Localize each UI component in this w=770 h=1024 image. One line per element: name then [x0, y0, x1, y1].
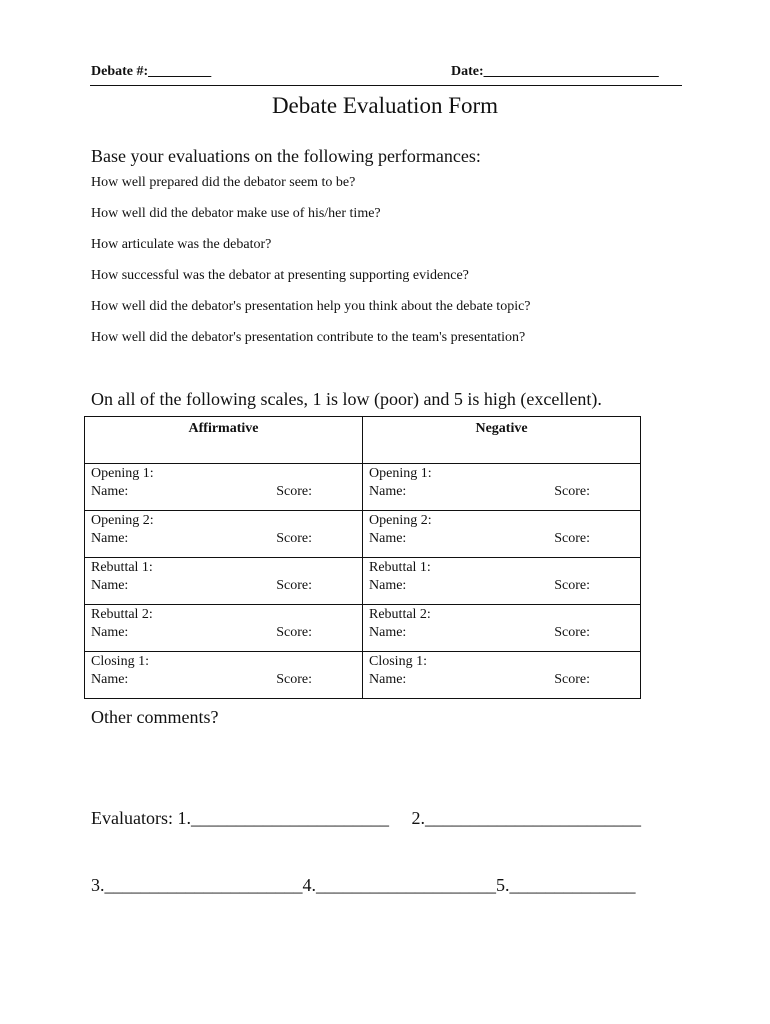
negative-cell[interactable] — [363, 605, 641, 652]
speaker-role: Closing 1: — [369, 654, 427, 669]
question-1: How well prepared did the debator seem to be? — [91, 175, 356, 190]
speaker-role: Opening 2: — [369, 513, 432, 528]
score-label: Score: — [554, 672, 590, 687]
negative-header: Negative — [363, 417, 641, 464]
name-label: Name: — [91, 531, 129, 546]
name-label: Name: — [369, 625, 407, 640]
speaker-role: Opening 1: — [91, 466, 154, 481]
name-label: Name: — [369, 531, 407, 546]
name-label: Name: — [369, 484, 407, 499]
score-label: Score: — [554, 578, 590, 593]
affirmative-cell[interactable] — [85, 558, 363, 605]
speaker-role: Closing 1: — [91, 654, 149, 669]
score-label: Score: — [554, 484, 590, 499]
debate-number-field[interactable] — [91, 64, 211, 80]
scale-note: On all of the following scales, 1 is low (poor) and 5 is high (excellent). — [91, 389, 602, 409]
affirmative-header: Affirmative — [85, 417, 363, 464]
table-header-row — [85, 417, 641, 464]
question-4: How successful was the debator at presenting supporting evidence? — [91, 268, 469, 283]
negative-cell[interactable] — [363, 511, 641, 558]
table-row — [85, 605, 641, 652]
speaker-role: Rebuttal 2: — [369, 607, 431, 622]
question-3: How articulate was the debator? — [91, 237, 272, 252]
intro-text: Base your evaluations on the following performances: — [91, 146, 481, 166]
speaker-role: Rebuttal 1: — [91, 560, 153, 575]
debate-number-label: Debate #: — [91, 64, 149, 79]
table-row — [85, 464, 641, 511]
score-label: Score: — [276, 484, 312, 499]
page-title: Debate Evaluation Form — [271, 93, 499, 118]
negative-cell[interactable] — [363, 464, 641, 511]
date-field[interactable] — [451, 64, 659, 80]
name-label: Name: — [91, 578, 129, 593]
score-label: Score: — [554, 531, 590, 546]
affirmative-cell[interactable] — [85, 511, 363, 558]
score-label: Score: — [276, 672, 312, 687]
name-label: Name: — [91, 672, 129, 687]
debate-number-blank[interactable]: _________ — [148, 64, 212, 79]
question-2: How well did the debator make use of his/her time? — [91, 206, 381, 221]
score-label: Score: — [554, 625, 590, 640]
evaluation-table — [84, 416, 641, 699]
speaker-role: Rebuttal 2: — [91, 607, 153, 622]
header-rule — [90, 85, 682, 86]
date-blank[interactable]: _________________________ — [483, 64, 659, 79]
table-row — [85, 558, 641, 605]
negative-cell[interactable] — [363, 558, 641, 605]
name-label: Name: — [91, 484, 129, 499]
score-label: Score: — [276, 578, 312, 593]
score-label: Score: — [276, 531, 312, 546]
date-label: Date: — [451, 64, 484, 79]
other-comments-label: Other comments? — [91, 707, 219, 727]
speaker-role: Opening 1: — [369, 466, 432, 481]
affirmative-cell[interactable] — [85, 464, 363, 511]
score-label: Score: — [276, 625, 312, 640]
table-row — [85, 511, 641, 558]
name-label: Name: — [369, 672, 407, 687]
evaluators-line-1[interactable]: Evaluators: 1.______________________ 2.________________________ — [91, 808, 641, 828]
table-row — [85, 652, 641, 699]
evaluators-line-2[interactable]: 3.______________________4.____________________5.______________ — [91, 875, 636, 895]
question-5: How well did the debator's presentation help you think about the debate topic? — [91, 299, 531, 314]
name-label: Name: — [369, 578, 407, 593]
question-6: How well did the debator's presentation contribute to the team's presentation? — [91, 330, 526, 345]
speaker-role: Opening 2: — [91, 513, 154, 528]
speaker-role: Rebuttal 1: — [369, 560, 431, 575]
affirmative-cell[interactable] — [85, 605, 363, 652]
negative-cell[interactable] — [363, 652, 641, 699]
affirmative-cell[interactable] — [85, 652, 363, 699]
name-label: Name: — [91, 625, 129, 640]
